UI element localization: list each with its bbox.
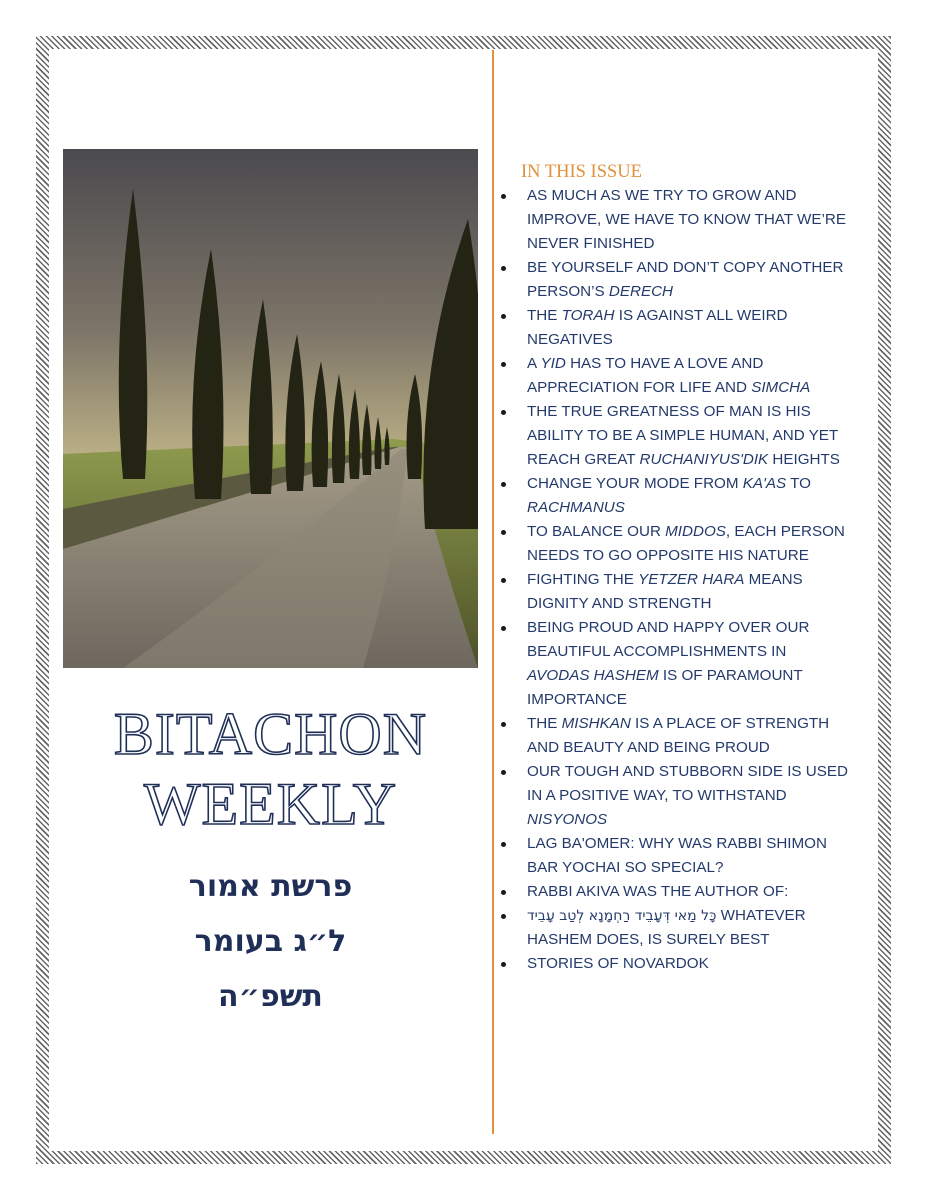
italic-term: NISYONOS bbox=[527, 811, 608, 828]
in-this-issue-heading: IN THIS ISSUE bbox=[521, 162, 642, 182]
topic-text: LAG BA'OMER: WHY WAS RABBI SHIMON BAR YOCHAI SO SPECIAL? bbox=[527, 835, 827, 876]
italic-term: KA'AS bbox=[742, 475, 787, 492]
topic-text: IS OF PARAMOUNT IMPORTANCE bbox=[527, 667, 803, 708]
topic-text: BE YOURSELF AND DON’T COPY ANOTHER PERSON’S bbox=[527, 259, 844, 300]
topic-text: HAS TO HAVE A LOVE AND APPRECIATION FOR LIFE AND bbox=[527, 355, 764, 396]
topic-text: A bbox=[527, 355, 541, 372]
issue-topic-item bbox=[499, 952, 849, 976]
issue-topic-item bbox=[499, 400, 849, 472]
topic-text: HEIGHTS bbox=[768, 451, 840, 468]
italic-term: AVODAS HASHEM bbox=[527, 667, 659, 684]
italic-term: MIDDOS bbox=[665, 523, 726, 540]
italic-term: YID bbox=[540, 355, 566, 372]
issue-topic-item bbox=[499, 904, 849, 952]
topic-text: , EACH PERSON NEEDS TO GO OPPOSITE HIS NATURE bbox=[527, 523, 845, 564]
topic-text: IS AGAINST ALL WEIRD NEGATIVES bbox=[527, 307, 788, 348]
topic-text: THE bbox=[527, 715, 562, 732]
topic-text: CHANGE YOUR MODE FROM bbox=[527, 475, 743, 492]
topic-text: TO BALANCE OUR bbox=[527, 523, 666, 540]
topic-text: OUR TOUGH AND STUBBORN SIDE IS USED IN A POSITIVE WAY, TO WITHSTAND bbox=[527, 763, 848, 804]
topic-text: כָּל מַאי דְּעָבֵיד רַחְמָנָא לְטַב עָבֵיד bbox=[527, 908, 717, 924]
topic-text: THE TRUE GREATNESS OF MAN IS HIS ABILITY TO BE A SIMPLE HUMAN, AND YET REACH GREAT bbox=[527, 403, 838, 468]
topic-text: IS A PLACE OF STRENGTH AND BEAUTY AND BEING PROUD bbox=[527, 715, 830, 756]
topic-text: MEANS DIGNITY AND STRENGTH bbox=[527, 571, 803, 612]
issue-topic-item bbox=[499, 304, 849, 352]
newsletter-title-line1: BITACHON bbox=[113, 701, 428, 767]
topic-text: WHATEVER HASHEM DOES, IS SURELY BEST bbox=[527, 907, 806, 948]
italic-term: YETZER HARA bbox=[638, 571, 745, 588]
hebrew-parsha-line: פרשת אמור bbox=[188, 869, 353, 904]
issue-topic-item bbox=[499, 520, 849, 568]
topic-text: BEING PROUD AND HAPPY OVER OUR BEAUTIFUL ACCOMPLISHMENTS IN bbox=[527, 619, 810, 660]
italic-term: DERECH bbox=[608, 283, 674, 300]
issue-topic-item bbox=[499, 760, 849, 832]
issue-topic-item bbox=[499, 256, 849, 304]
italic-term: RUCHANIYUS'DIK bbox=[639, 451, 769, 468]
topic-text: STORIES OF NOVARDOK bbox=[527, 955, 709, 972]
issue-topics-list bbox=[499, 184, 849, 976]
hebrew-year-line: תשפ״ה bbox=[218, 979, 323, 1014]
italic-term: RACHMANUS bbox=[527, 499, 625, 516]
topic-text: THE bbox=[527, 307, 562, 324]
cypress-road-illustration bbox=[63, 149, 478, 668]
cover-photo bbox=[63, 149, 478, 668]
italic-term: SIMCHA bbox=[751, 379, 811, 396]
column-divider bbox=[492, 50, 494, 1134]
issue-topic-item bbox=[499, 832, 849, 880]
issue-topic-item bbox=[499, 472, 849, 520]
newsletter-title-line2: WEEKLY bbox=[143, 771, 398, 837]
topic-text: FIGHTING THE bbox=[527, 571, 639, 588]
topic-text: TO bbox=[786, 475, 811, 492]
issue-topic-item bbox=[499, 712, 849, 760]
italic-term: MISHKAN bbox=[561, 715, 631, 732]
issue-topic-item bbox=[499, 568, 849, 616]
issue-topic-item bbox=[499, 616, 849, 712]
topic-text: RABBI AKIVA WAS THE AUTHOR OF: bbox=[527, 883, 789, 900]
issue-topic-item bbox=[499, 352, 849, 400]
hebrew-occasion-line: ל״ג בעומר bbox=[194, 924, 347, 959]
italic-term: TORAH bbox=[561, 307, 615, 324]
issue-topic-item bbox=[499, 184, 849, 256]
topic-text: AS MUCH AS WE TRY TO GROW AND IMPROVE, WE HAVE TO KNOW THAT WE’RE NEVER FINISHED bbox=[527, 187, 846, 252]
issue-topic-item bbox=[499, 880, 849, 904]
